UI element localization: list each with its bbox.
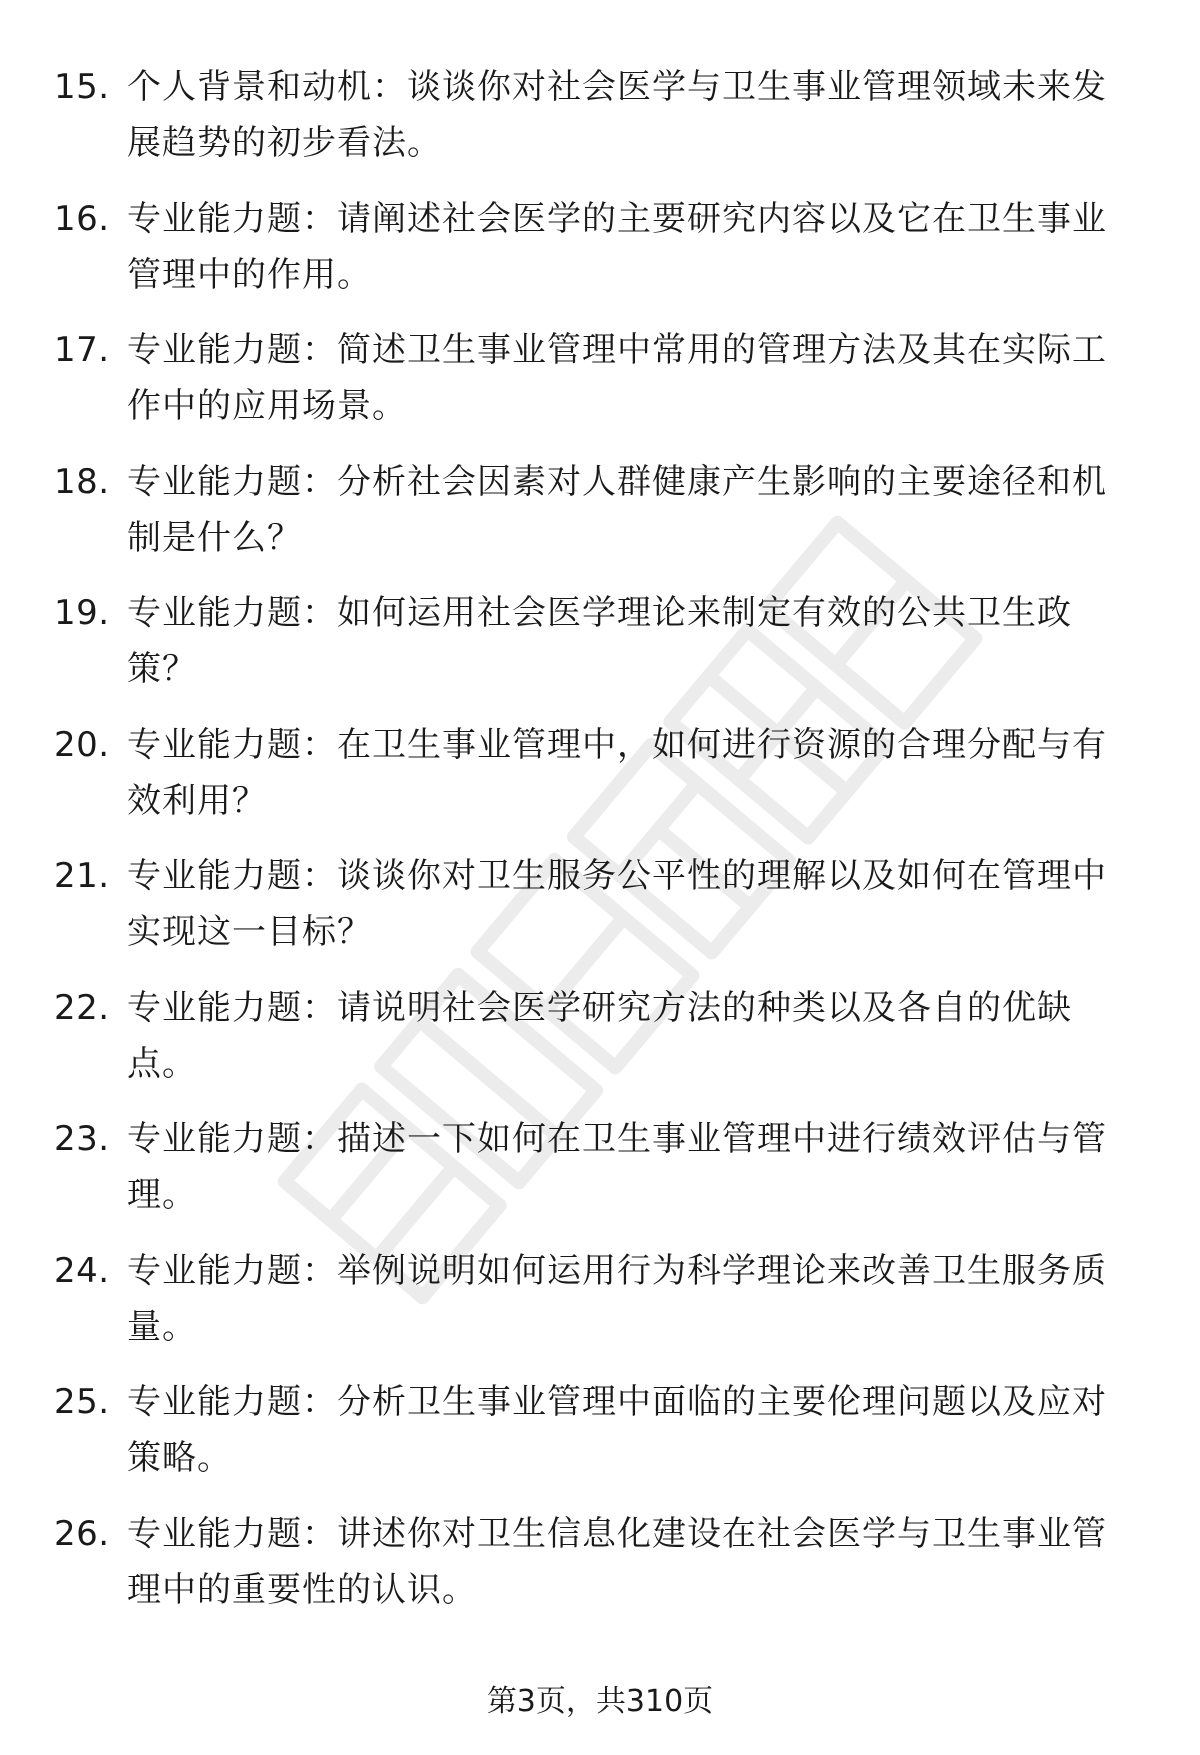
question-number: 22. — [54, 987, 110, 1028]
question-number: 25. — [54, 1382, 110, 1422]
question-text: 个人背景和动机：谈谈你对社会医学与卫生事业管理领域未来发展趋势的初步看法。 — [127, 67, 1107, 163]
question-text: 专业能力题：描述一下如何在卫生事业管理中进行绩效评估与管理。 — [127, 1119, 1107, 1215]
question-number: 26. — [54, 1513, 110, 1554]
question-text: 专业能力题：分析卫生事业管理中面临的主要伦理问题以及应对策略。 — [127, 1382, 1107, 1478]
question-text: 专业能力题：如何运用社会医学理论来制定有效的公共卫生政策？ — [127, 593, 1072, 689]
question-list — [0, 57, 1200, 1635]
question-item — [0, 846, 1200, 970]
question-number: 16. — [54, 198, 110, 239]
question-number: 20. — [54, 724, 110, 765]
question-item — [0, 715, 1200, 839]
page-indicator: 第3页，共310页 — [486, 1684, 714, 1719]
question-number: 23. — [54, 1119, 110, 1159]
question-item — [0, 452, 1200, 576]
question-item — [0, 57, 1200, 181]
question-item — [0, 1504, 1200, 1628]
question-text: 专业能力题：在卫生事业管理中，如何进行资源的合理分配与有效利用？ — [127, 724, 1107, 821]
question-number: 21. — [54, 856, 110, 896]
page-footer — [0, 1680, 1200, 1724]
question-text: 专业能力题：简述卫生事业管理中常用的管理方法及其在实际工作中的应用场景。 — [127, 330, 1107, 426]
question-text: 专业能力题：请说明社会医学研究方法的种类以及各自的优缺点。 — [127, 987, 1072, 1084]
question-item — [0, 1372, 1200, 1496]
question-item — [0, 978, 1200, 1102]
question-number: 24. — [54, 1250, 110, 1291]
question-text: 专业能力题：分析社会因素对人群健康产生影响的主要途径和机制是什么？ — [127, 461, 1107, 558]
question-number: 18. — [54, 461, 110, 502]
question-item — [0, 1241, 1200, 1365]
question-item — [0, 320, 1200, 444]
question-text: 专业能力题：讲述你对卫生信息化建设在社会医学与卫生事业管理中的重要性的认识。 — [127, 1513, 1107, 1610]
question-number: 17. — [54, 330, 110, 370]
question-number: 15. — [54, 67, 110, 107]
question-item — [0, 1109, 1200, 1233]
question-item — [0, 189, 1200, 313]
question-text: 专业能力题：谈谈你对卫生服务公平性的理解以及如何在管理中实现这一目标？ — [127, 856, 1107, 952]
question-number: 19. — [54, 593, 110, 633]
question-text: 专业能力题：举例说明如何运用行为科学理论来改善卫生服务质量。 — [127, 1250, 1107, 1347]
question-item — [0, 583, 1200, 707]
question-text: 专业能力题：请阐述社会医学的主要研究内容以及它在卫生事业管理中的作用。 — [127, 198, 1107, 295]
